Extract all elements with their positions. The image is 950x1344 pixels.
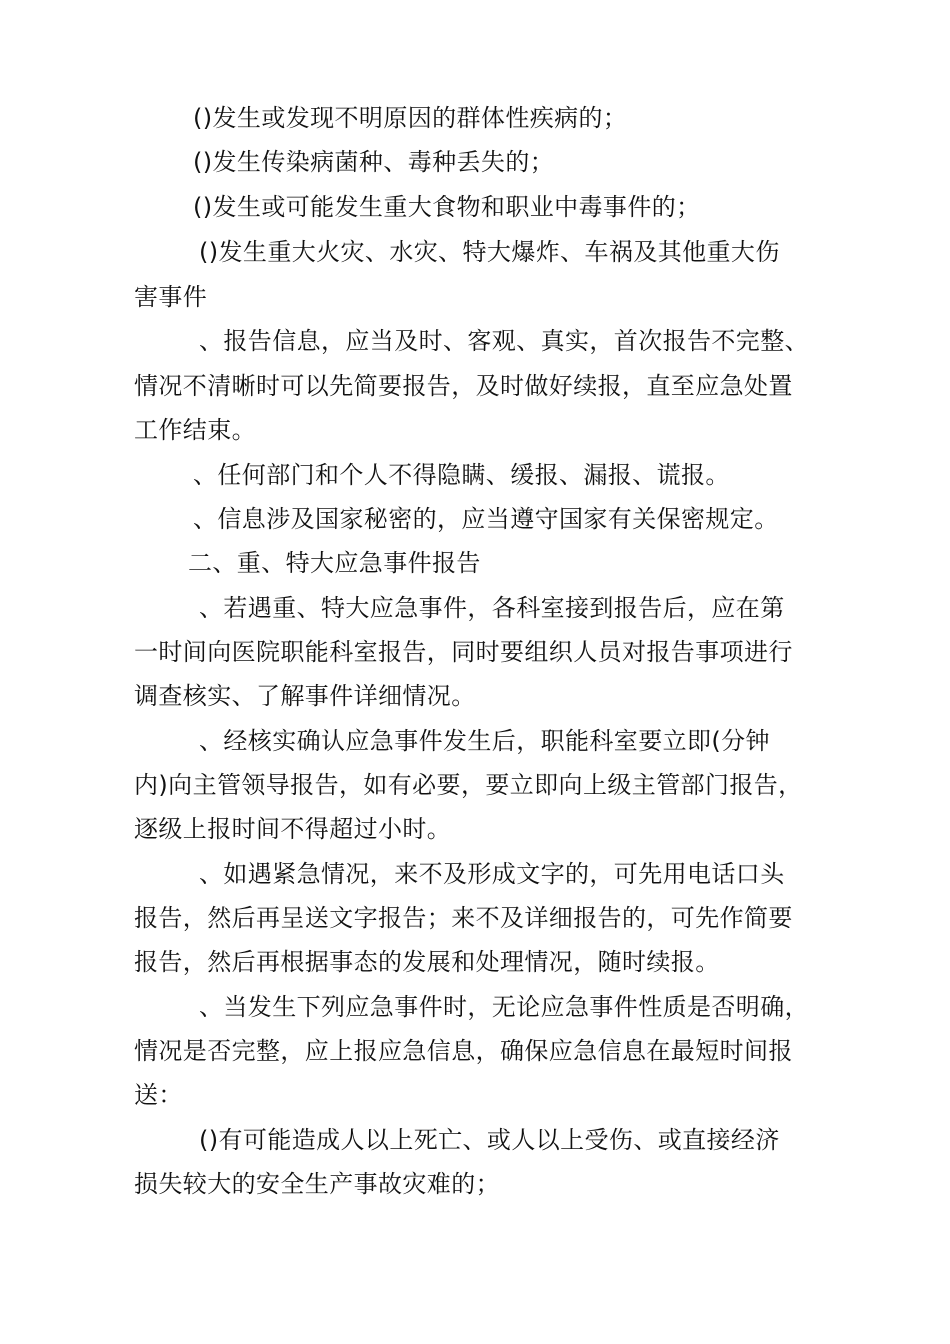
paragraph-report-conditions: 、当发生下列应急事件时，无论应急事件性质是否明确， [199,993,809,1021]
paragraph-verification: 、经核实确认应急事件发生后，职能科室要立即(分钟 [199,727,770,755]
list-item-unknown-disease: ()发生或发现不明原因的群体性疾病的； [193,104,628,132]
list-item-pathogen-loss: ()发生传染病菌种、毒种丢失的； [193,148,555,176]
paragraph-emergency-phone: 、如遇紧急情况，来不及形成文字的，可先用电话口头 [199,860,785,888]
paragraph-report-info-line2: 情况不清晰时可以先简要报告，及时做好续报，直至应急处置 [134,372,793,400]
list-item-major-disaster: ()发生重大火灾、水灾、特大爆炸、车祸及其他重大伤 [199,238,780,266]
paragraph-emergency-phone-line3: 报告，然后再根据事态的发展和处理情况，随时续报。 [134,948,720,976]
paragraph-state-secrets: 、信息涉及国家秘密的，应当遵守国家有关保密规定。 [193,505,779,533]
paragraph-report-conditions-line3: 送： [134,1081,183,1109]
list-item-casualties-cont: 损失较大的安全生产事故灾难的； [134,1170,500,1198]
paragraph-verification-line3: 逐级上报时间不得超过小时。 [134,815,452,843]
paragraph-major-event-line2: 一时间向医院职能科室报告，同时要组织人员对报告事项进行 [134,638,793,666]
paragraph-major-event: 、若遇重、特大应急事件，各科室接到报告后，应在第 [199,594,785,622]
paragraph-verification-line2: 内)向主管领导报告，如有必要，要立即向上级主管部门报告， [134,771,803,799]
paragraph-emergency-phone-line2: 报告，然后再呈送文字报告；来不及详细报告的，可先作简要 [134,904,793,932]
paragraph-major-event-line3: 调查核实、了解事件详细情况。 [134,682,476,710]
paragraph-report-info: 、报告信息，应当及时、客观、真实，首次报告不完整、 [199,327,809,355]
paragraph-report-conditions-line2: 情况是否完整，应上报应急信息，确保应急信息在最短时间报 [134,1037,793,1065]
list-item-casualties: ()有可能造成人以上死亡、或人以上受伤、或直接经济 [199,1126,780,1154]
section-heading: 二、重、特大应急事件报告 [188,549,481,577]
paragraph-no-concealment: 、任何部门和个人不得隐瞒、缓报、漏报、谎报。 [193,461,730,489]
paragraph-report-info-line3: 工作结束。 [134,416,256,444]
list-item-major-disaster-cont: 害事件 [134,283,208,311]
list-item-poisoning: ()发生或可能发生重大食物和职业中毒事件的； [193,193,701,221]
